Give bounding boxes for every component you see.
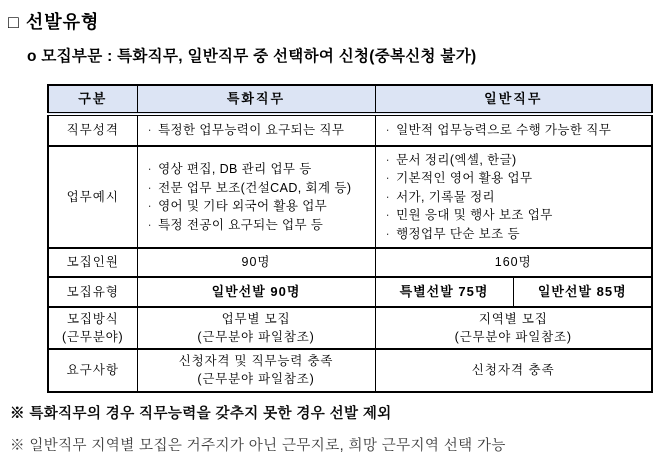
note-special-job-exclusion: ※ 특화직무의 경우 직무능력을 갖추지 못한 경우 선발 제외 (10, 406, 392, 422)
bullet-icon: · (147, 217, 153, 232)
page-title: □ 선발유형 (8, 12, 100, 32)
label-work-examples: 업무예시 (48, 146, 137, 248)
label-recruit-method: 모집방식 (근무분야) (48, 307, 137, 349)
list-item: · 전문 업무 보조(건설CAD, 회계 등) (144, 179, 373, 198)
bullet-icon: · (385, 208, 391, 223)
cell-job-nature-general (375, 114, 652, 146)
bullet-icon: · (147, 162, 153, 176)
selection-type-table (47, 84, 653, 393)
recruit-section-subtitle: o 모집부문 : 특화직무, 일반직무 중 선택하여 신청(중복신청 불가) (27, 48, 477, 65)
bullet-icon: · (147, 199, 153, 213)
work-examples-special-list (144, 160, 373, 234)
list-item: · 기본적인 영어 활용 업무 (382, 169, 650, 188)
list-item: · 행정업무 단순 보조 등 (382, 225, 650, 244)
note-general-job-region: ※ 일반직무 지역별 모집은 거주지가 아닌 근무지로, 희망 근무지역 선택 가능 (10, 438, 506, 454)
row-recruit-type (48, 277, 652, 307)
row-work-examples (48, 146, 652, 248)
cell-recruit-type-general-special-sel: 특별선발 75명 (375, 277, 513, 307)
label-recruit-count: 모집인원 (48, 248, 137, 277)
list-item: · 민원 응대 및 행사 보조 업무 (382, 206, 650, 225)
bullet-icon: · (385, 171, 391, 186)
cell-job-nature-special (137, 114, 375, 146)
cell-recruit-type-general-general-sel: 일반선발 85명 (513, 277, 652, 307)
bullet-icon: · (147, 180, 153, 195)
header-category: 구분 (48, 85, 137, 114)
row-requirements (48, 349, 652, 391)
row-recruit-count (48, 248, 652, 277)
row-job-nature (48, 114, 652, 146)
work-examples-general-list (382, 151, 650, 244)
table-header-row (48, 85, 652, 114)
cell-work-examples-general (375, 146, 652, 248)
cell-recruit-method-special: 업무별 모집 (근무분야 파일참조) (137, 307, 375, 349)
cell-recruit-type-special: 일반선발 90명 (137, 277, 375, 307)
label-job-nature: 직무성격 (48, 114, 137, 146)
cell-work-examples-special (137, 146, 375, 248)
bullet-icon: · (147, 123, 153, 138)
label-recruit-type: 모집유형 (48, 277, 137, 307)
bullet-icon: · (385, 152, 391, 167)
list-item: · 특정 전공이 요구되는 업무 등 (144, 216, 373, 235)
cell-requirements-special: 신청자격 및 직무능력 충족 (근무분야 파일참조) (137, 349, 375, 391)
bullet-icon: · (385, 226, 391, 241)
label-requirements: 요구사항 (48, 349, 137, 391)
job-nature-special-text: 특정한 업무능력이 요구되는 직무 (158, 123, 345, 138)
list-item: · 영어 및 기타 외국어 활용 업무 (144, 197, 373, 216)
bullet-icon: · (385, 189, 391, 204)
row-recruit-method (48, 307, 652, 349)
list-item: · 서가, 기록물 정리 (382, 188, 650, 207)
list-item: · 문서 정리(엑셀, 한글) (382, 151, 650, 170)
cell-recruit-method-general: 지역별 모집 (근무분야 파일참조) (375, 307, 652, 349)
header-special-job: 특화직무 (137, 85, 375, 114)
cell-recruit-count-special: 90명 (137, 248, 375, 277)
bullet-icon: · (385, 123, 391, 138)
job-nature-general-text: 일반적 업무능력으로 수행 가능한 직무 (396, 123, 612, 138)
list-item: · 영상 편집, DB 관리 업무 등 (144, 160, 373, 179)
cell-requirements-general: 신청자격 충족 (375, 349, 652, 391)
header-general-job: 일반직무 (375, 85, 652, 114)
cell-recruit-count-general: 160명 (375, 248, 652, 277)
footnotes (10, 402, 650, 455)
